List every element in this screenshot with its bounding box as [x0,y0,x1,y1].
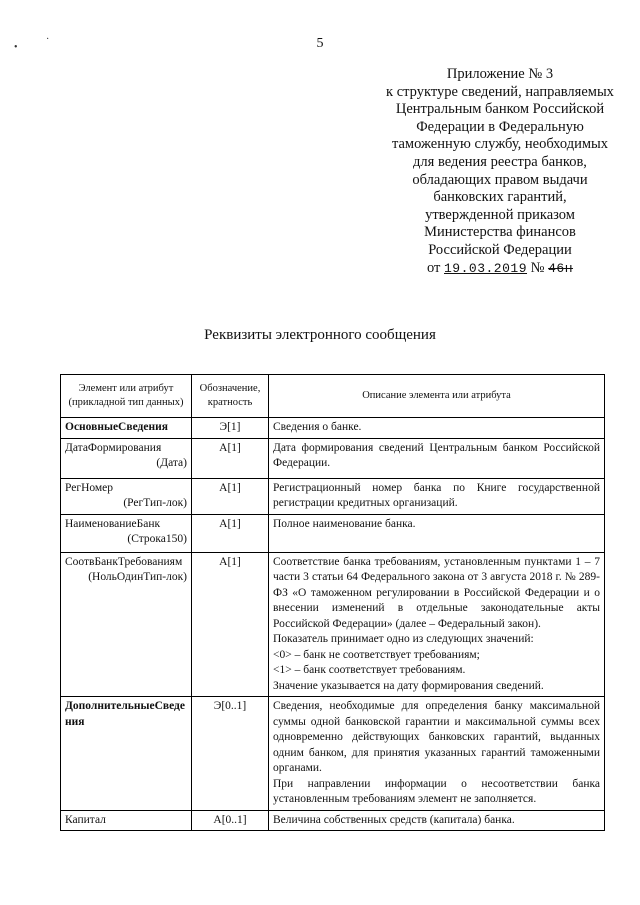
description-cell [269,697,605,811]
appendix-line: утвержденной приказом [425,206,575,223]
description-paragraph: Дата формирования сведений Центральным банком Российской Федерации. [273,441,600,469]
mark-cell: А[1] [192,514,269,552]
appendix-line: Федерации в Федеральную [416,118,584,135]
date-prefix: от [426,259,441,276]
header-mark: Обозначение, кратность [192,375,269,418]
element-type: (РегТип-лок) [123,497,187,509]
description-paragraph: <0> – банк не соответствует требованиям; [273,648,480,661]
header-description: Описание элемента или атрибута [269,375,605,418]
element-type: (НольОдинТип-лок) [88,571,187,583]
element-name: Капитал [65,813,106,826]
requisites-table [60,374,605,831]
element-cell [61,552,192,697]
element-name: СоотвБанкТребованиям [65,555,183,568]
mark-cell: А[1] [192,478,269,514]
description-paragraph: Показатель принимает одно из следующих значений: [273,633,534,645]
appendix-line: банковских гарантий, [433,189,567,206]
description-cell [269,552,605,697]
element-cell [61,697,192,811]
header-element: Элемент или атрибут (прикладной тип данных) [61,375,192,418]
element-name: ОсновныеСведения [65,421,168,433]
element-cell [61,478,192,514]
description-paragraph: Сведения о банке. [273,421,362,433]
description-paragraph: При направлении информации о несоответствии банка установленным требованиям элемент не заполняется. [273,777,600,805]
mark-cell: Э[1] [192,418,269,439]
element-type: (Дата) [156,457,187,469]
description-paragraph: Величина собственных средств (капитала) банка. [273,813,515,826]
element-name: ДатаФормирования [65,441,162,454]
element-cell [61,438,192,478]
appendix-line: Центральным банком Российской [395,101,605,118]
description-cell [269,810,605,831]
order-number: 46н [548,260,574,276]
scan-speck: • [14,42,18,53]
order-date-line [350,260,640,278]
element-cell [61,514,192,552]
element-cell [61,418,192,439]
element-type: (Строка150) [127,533,187,545]
page-number: 5 [316,36,324,51]
element-name: РегНомер [65,481,114,494]
description-paragraph: Соответствие банка требованиям, установленным пунктами 1 – 7 части 3 статьи 64 Федерального закона от 3 августа 2018 г. № 289-ФЗ «О таможенном регулировании в Российской Федерации и о внесении изменений в отдельные законодательные акты Российской Федерации» (далее – Федеральный закон). [273,555,600,630]
description-paragraph: Полное наименование банка. [273,517,416,530]
element-name: НаименованиеБанк [65,517,161,530]
appendix-line: к структуре сведений, направляемых [386,83,614,100]
appendix-heading [350,66,640,277]
description-paragraph: Регистрационный номер банка по Книге государственной регистрации кредитных организаций. [273,481,600,509]
table-row [61,418,605,439]
number-sign: № [530,259,545,276]
mark-cell: Э[0..1] [192,697,269,811]
appendix-line: обладающих правом выдачи [412,171,588,188]
element-cell [61,810,192,831]
table-row [61,438,605,478]
mark-cell: А[1] [192,552,269,697]
order-date: 19.03.2019 [444,260,528,276]
description-cell [269,438,605,478]
table-row [61,697,605,811]
table-row [61,478,605,514]
appendix-line: Министерства финансов [424,224,576,241]
scan-speck: · [46,34,50,45]
description-cell [269,478,605,514]
description-paragraph: <1> – банк соответствует требованиям. [273,664,466,676]
appendix-line: Российской Федерации [428,241,572,258]
table-header-row [61,375,605,418]
table-row [61,810,605,831]
description-paragraph: Сведения, необходимые для определения банку максимальной суммы одной банковской гарантии и максимальной суммы всех одновременно действующих банковских гарантий, выданных одним банком, для принятия указанных гарантий таможенными органами. [273,700,600,774]
table-row [61,552,605,697]
appendix-line: Приложение № 3 [446,66,554,82]
description-paragraph: Значение указывается на дату формирования сведений. [273,679,544,692]
table-row [61,514,605,552]
description-cell [269,418,605,439]
appendix-line: таможенную службу, необходимых [391,136,609,153]
description-cell [269,514,605,552]
element-name: ДополнительныеСведения [65,700,185,728]
mark-cell: А[0..1] [192,810,269,831]
section-title: Реквизиты электронного сообщения [204,327,436,343]
appendix-line: для ведения реестра банков, [413,153,587,170]
mark-cell: А[1] [192,438,269,478]
